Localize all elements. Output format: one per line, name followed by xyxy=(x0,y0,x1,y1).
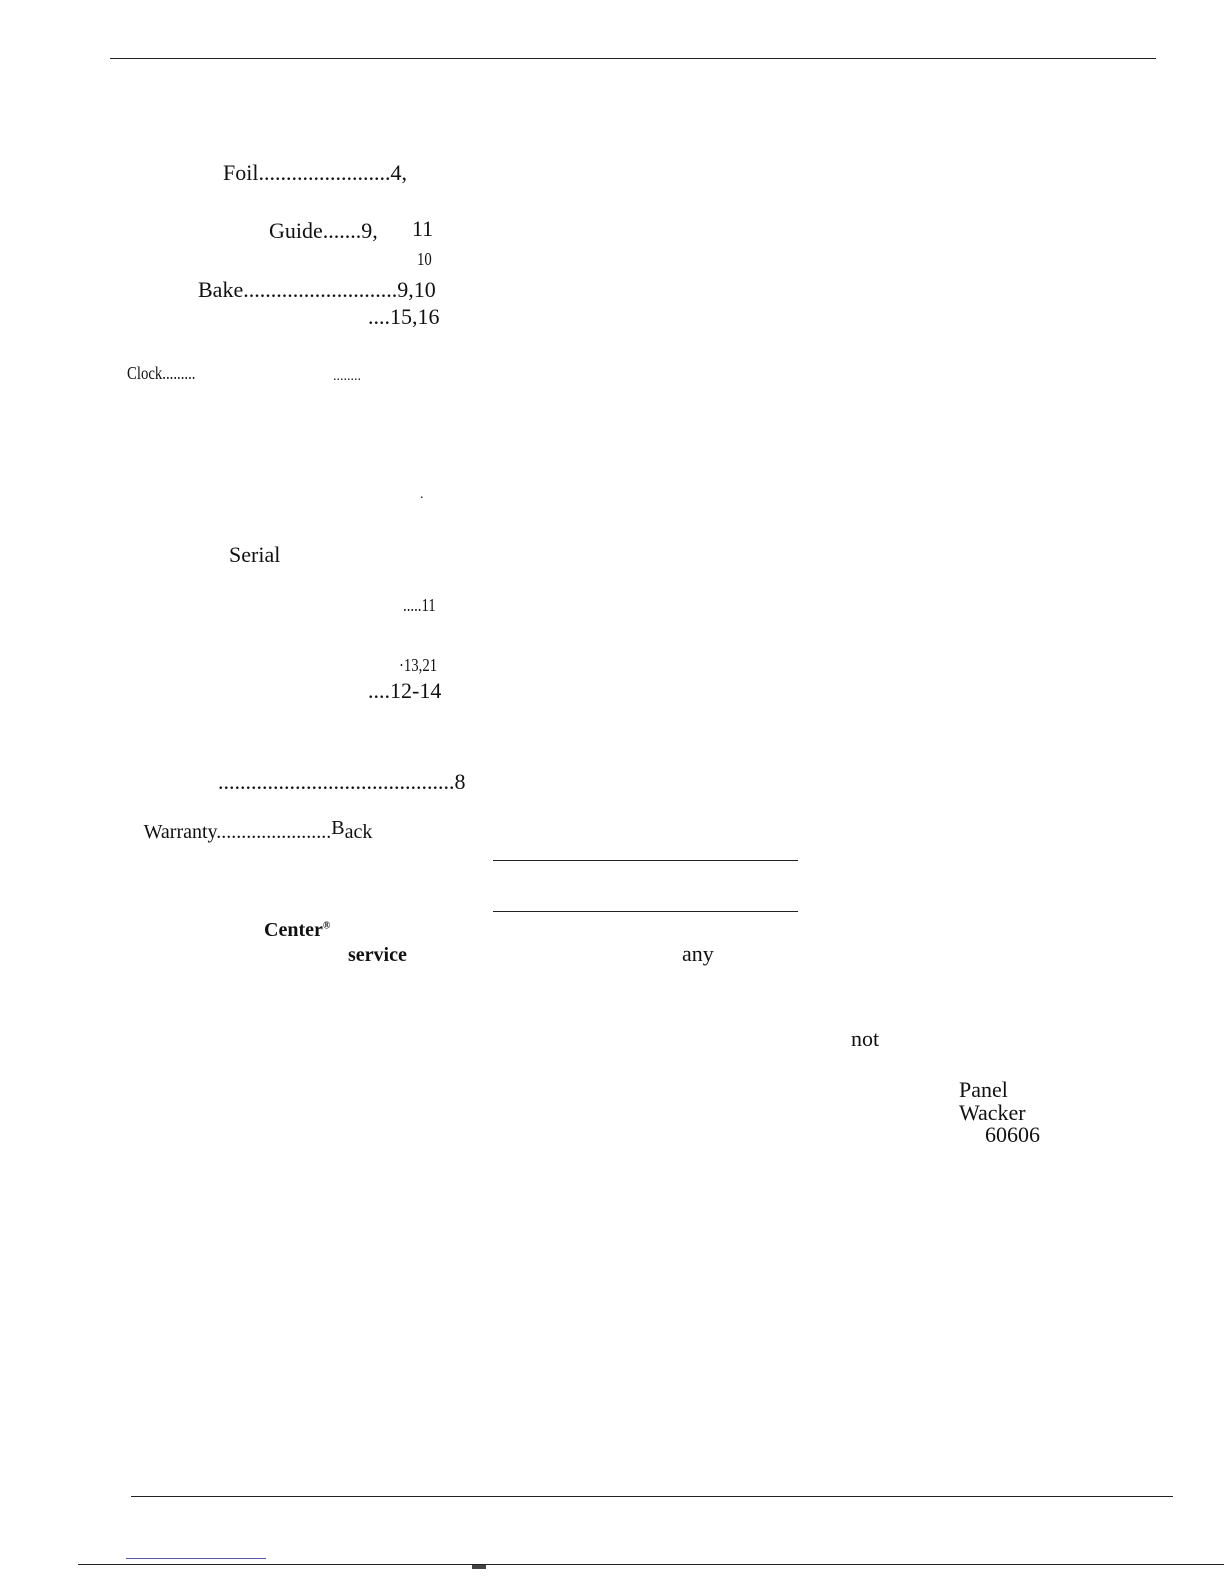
top-rule xyxy=(110,58,1156,59)
service-word: service xyxy=(348,944,407,966)
footer-mark xyxy=(472,1565,486,1569)
record-line-2 xyxy=(493,911,798,912)
index-bake: Bake............................9,10 xyxy=(198,277,436,302)
index-guide-page: 11 xyxy=(412,216,434,241)
index-foil: Foil........................4, xyxy=(223,160,407,185)
address-panel: Panel xyxy=(959,1077,1008,1102)
address-wacker: Wacker xyxy=(959,1100,1026,1125)
back-b: B xyxy=(331,817,345,839)
index-warranty xyxy=(134,802,372,842)
center-label: Center® xyxy=(264,919,331,941)
any-word: any xyxy=(682,941,714,966)
index-guide: Guide.......9, xyxy=(269,218,378,243)
index-clock-dots: ........ xyxy=(333,369,361,384)
footer-link-underline xyxy=(126,1558,266,1559)
index-page-11: .....11 xyxy=(403,595,436,615)
not-word: not xyxy=(851,1026,880,1051)
record-line-1 xyxy=(493,860,798,861)
index-serial: Serial xyxy=(229,542,281,567)
index-page-10: 10 xyxy=(417,249,432,269)
index-page-8: ...........................................8 xyxy=(218,769,466,794)
index-pages-13-21: ·13,21 xyxy=(399,655,438,675)
index-pages-12-14: ....12-14 xyxy=(368,678,442,703)
footer-rule xyxy=(78,1564,1224,1565)
address-zip: 60606 xyxy=(985,1122,1040,1147)
index-clock: Clock......... xyxy=(127,363,196,383)
bottom-rule xyxy=(131,1496,1173,1497)
warranty-label: Warranty....................... xyxy=(143,821,332,843)
index-pages-15-16: ....15,16 xyxy=(368,304,440,329)
index-lone-dot: . xyxy=(420,487,424,502)
back-ack: ack xyxy=(344,821,373,843)
registered-mark: ® xyxy=(322,920,331,932)
